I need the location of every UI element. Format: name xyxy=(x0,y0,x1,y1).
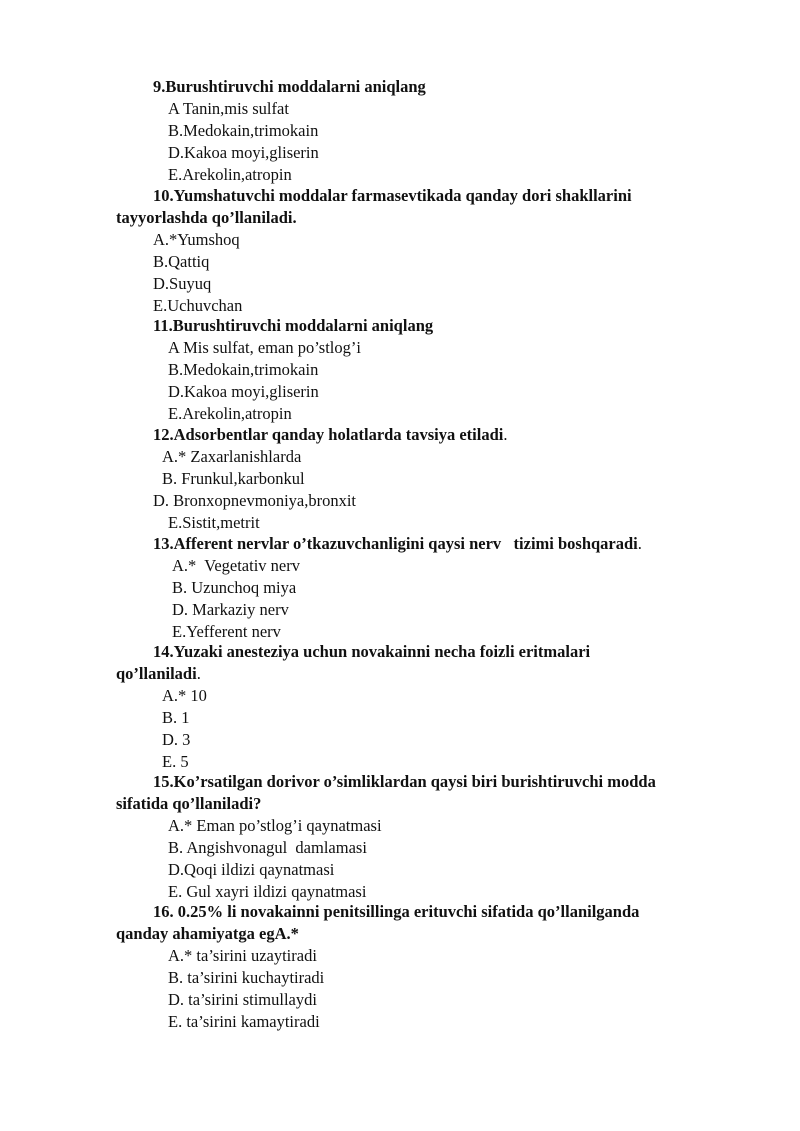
question-12-title xyxy=(153,424,753,446)
question-14-option-d: D. 3 xyxy=(162,730,191,749)
question-16-option-d: D. ta’sirini stimullaydi xyxy=(168,990,317,1009)
question-14-option-b: B. 1 xyxy=(162,708,190,727)
question-14-title-line2: qo’llaniladi xyxy=(116,664,197,683)
question-11-option-e: E.Arekolin,atropin xyxy=(168,404,292,423)
question-14-option-a: A.* 10 xyxy=(162,686,207,705)
question-16-option-e: E. ta’sirini kamaytiradi xyxy=(168,1012,320,1031)
question-14-option-e: E. 5 xyxy=(162,752,189,771)
question-12-option-e: E.Sistit,metrit xyxy=(168,513,260,532)
question-11-option-a: A Mis sulfat, eman po’stlog’i xyxy=(168,338,361,357)
question-10-option-b: B.Qattiq xyxy=(153,252,210,271)
question-12-title-period: . xyxy=(503,425,508,444)
question-13-option-b: B. Uzunchoq miya xyxy=(172,578,297,597)
question-9-option-a: A Tanin,mis sulfat xyxy=(168,99,289,118)
question-16-option-b: B. ta’sirini kuchaytiradi xyxy=(168,968,325,987)
question-12-title-text: 12.Adsorbentlar qanday holatlarda tavsiya etiladi xyxy=(153,425,504,444)
question-9-title: 9.Burushtiruvchi moddalarni aniqlang xyxy=(153,77,426,96)
question-14-title-line1: 14.Yuzaki anesteziya uchun novakainni necha foizli eritmalari xyxy=(153,642,591,661)
question-15-title xyxy=(116,771,742,815)
question-12-option-a: A.* Zaxarlanishlarda xyxy=(162,447,302,466)
question-11-title: 11.Burushtiruvchi moddalarni aniqlang xyxy=(153,316,434,335)
question-10-title xyxy=(116,185,742,229)
question-12-option-d: D. Bronxopnevmoniya,bronxit xyxy=(153,491,357,510)
question-10-option-d: D.Suyuq xyxy=(153,274,212,293)
question-16-title-line1: 16. 0.25% li novakainni penitsillinga erituvchi sifatida qo’llanilganda xyxy=(153,902,640,921)
question-10-title-line2: tayyorlashda qo’llaniladi. xyxy=(116,208,297,227)
question-13-option-d: D. Markaziy nerv xyxy=(172,600,289,619)
question-14-title-period: . xyxy=(196,664,201,683)
question-11-option-d: D.Kakoa moyi,gliserin xyxy=(168,382,319,401)
question-10-title-line1: 10.Yumshatuvchi moddalar farmasevtikada qanday dori shakllarini xyxy=(153,186,632,205)
question-15-option-a: A.* Eman po’stlog’i qaynatmasi xyxy=(168,816,382,835)
question-15-title-line1: 15.Ko’rsatilgan dorivor o’simliklardan qaysi biri burishtiruvchi modda xyxy=(153,772,656,791)
question-10-option-e: E.Uchuvchan xyxy=(153,296,243,315)
question-9-option-d: D.Kakoa moyi,gliserin xyxy=(168,143,319,162)
question-16-option-a: A.* ta’sirini uzaytiradi xyxy=(168,946,317,965)
question-15-option-b: B. Angishvonagul damlamasi xyxy=(168,838,367,857)
question-14-title xyxy=(116,641,742,685)
question-10-option-a: A.*Yumshoq xyxy=(153,230,240,249)
question-13-title-period: . xyxy=(637,534,642,553)
question-15-option-e: E. Gul xayri ildizi qaynatmasi xyxy=(168,882,367,901)
question-15-option-d: D.Qoqi ildizi qaynatmasi xyxy=(168,860,335,879)
question-16-title xyxy=(116,901,742,945)
question-15-title-line2: sifatida qo’llaniladi? xyxy=(116,794,262,813)
question-11-option-b: B.Medokain,trimokain xyxy=(168,360,319,379)
question-16-title-line2: qanday ahamiyatga egA.* xyxy=(116,924,299,943)
question-13-option-a: A.* Vegetativ nerv xyxy=(172,556,300,575)
question-9-option-b: B.Medokain,trimokain xyxy=(168,121,319,140)
question-13-title-text: 13.Afferent nervlar o’tkazuvchanligini qaysi nerv tizimi boshqaradi xyxy=(153,534,638,553)
question-13-title xyxy=(153,533,753,555)
question-12-option-b: B. Frunkul,karbonkul xyxy=(162,469,305,488)
question-13-option-e: E.Yefferent nerv xyxy=(172,622,281,641)
question-9-option-e: E.Arekolin,atropin xyxy=(168,165,292,184)
